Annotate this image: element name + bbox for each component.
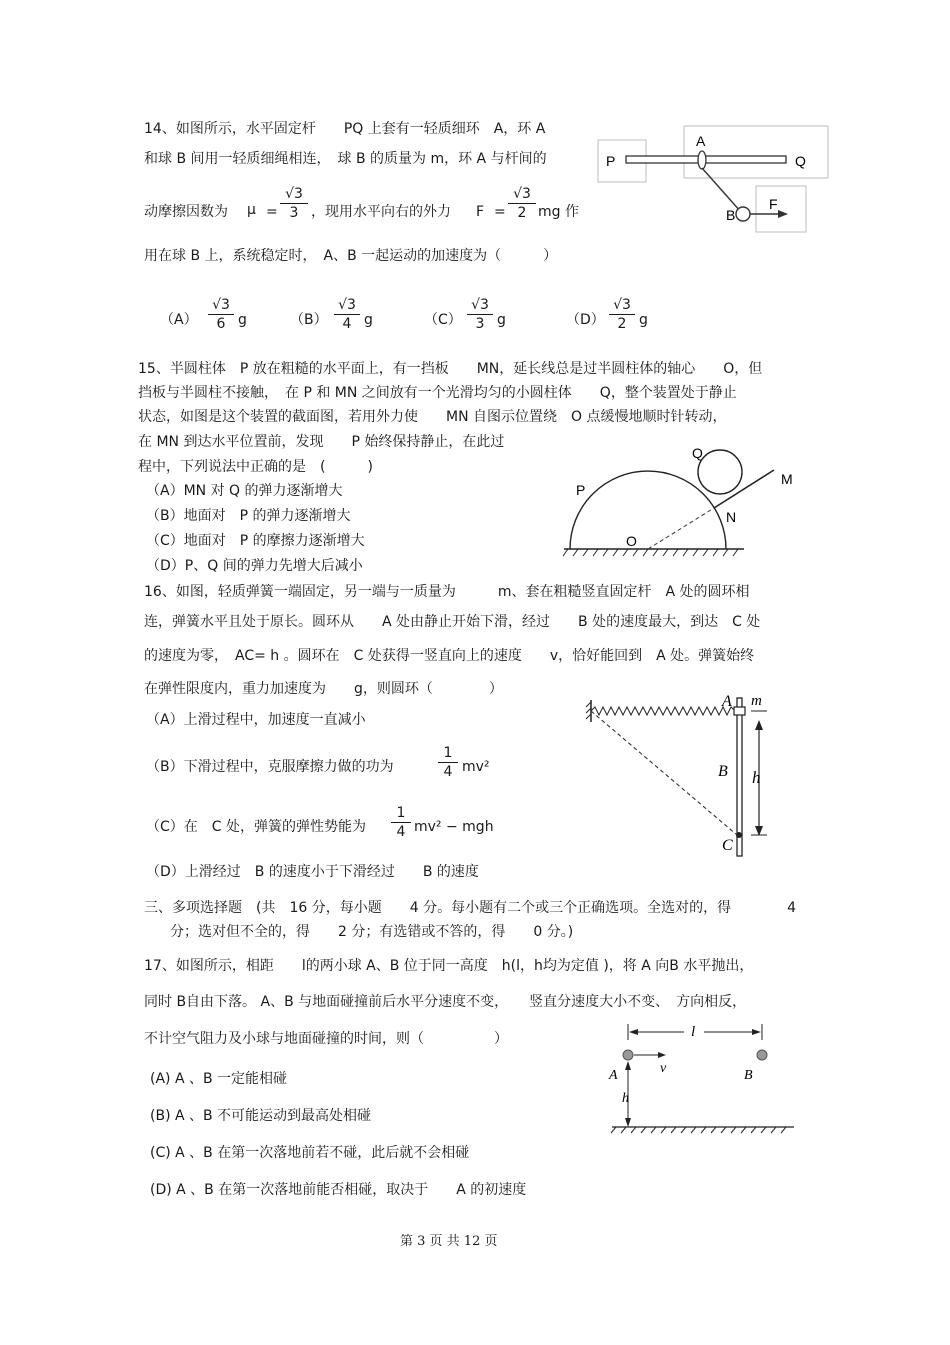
q15-line4: 在 MN 到达水平位置前，发现 P 始终保持静止，在此过 — [138, 434, 505, 450]
q16-option-b-fraction — [438, 744, 458, 781]
q14-ball-b — [736, 207, 750, 221]
q16-option-d: （D）上滑经过 B 的速度小于下滑经过 B 的速度 — [146, 864, 479, 880]
q14-fig-label-a: A — [696, 133, 706, 149]
q17-option-b: (B) A 、B 不可能运动到最高处相碰 — [150, 1108, 372, 1124]
q16-option-c-num: 1 — [391, 804, 411, 823]
q16-fig-label-c: C — [722, 837, 733, 854]
q16-option-c-text: （C）在 C 处，弹簧的弹性势能为 — [146, 819, 367, 835]
q15-fig-label-m: M — [781, 471, 793, 487]
q17-ball-a — [623, 1050, 633, 1060]
q14-mu-num: √3 — [280, 185, 308, 204]
q14-option-b-fraction — [334, 296, 360, 333]
q14-line3a: 动摩擦因数为 — [144, 204, 228, 220]
q15-fig-label-n: N — [726, 509, 737, 525]
q14-mu-fraction — [280, 185, 308, 222]
q16-fig-label-h: h — [752, 768, 761, 787]
q14-force-arrowhead — [778, 210, 788, 218]
q16-fig-label-a: A — [722, 693, 732, 710]
q17-line1: 17、如图所示，相距 l的两小球 A、B 位于同一高度 h(l，h均为定值 )，将 A 向B 水平抛出， — [144, 958, 754, 974]
q14-F-den: 2 — [517, 205, 527, 221]
q15-line3: 状态，如图是这个装置的截面图，若用外力使 MN 自图示位置绕 O 点缓慢地顺时针转动， — [138, 409, 727, 425]
q15-dashed-extension — [648, 508, 714, 549]
q16-fig-label-m: m — [751, 693, 762, 709]
q17-fig-label-b: B — [744, 1068, 753, 1083]
q15-fig-label-p: P — [576, 482, 586, 498]
q17-line3: 不计空气阻力及小球与地面碰撞的时间，则（ ） — [144, 1031, 508, 1047]
q17-option-c: (C) A 、B 在第一次落地前若不碰，此后就不会相碰 — [150, 1145, 470, 1161]
q17-distance-arrow-right — [752, 1029, 761, 1035]
section3-heading: 三、多项选择题 (共 16 分，每小题 4 分。每小题有二个或三个正确选项。全选对的，得 4 — [144, 900, 796, 916]
q14-option-b-num: √3 — [334, 296, 360, 315]
q14-option-a-unit: g — [238, 312, 247, 328]
q17-fig-label-v: v — [660, 1061, 667, 1076]
q14-line3b: ，现用水平向右的外力 — [311, 204, 451, 220]
q14-option-c-label: （C） — [424, 312, 462, 328]
q17-line2: 同时 B自由下落。 A、B 与地面碰撞前后水平分速度不变， 竖直分速度大小不变、 方向相反， — [144, 994, 747, 1010]
q14-mu-den: 3 — [289, 205, 299, 221]
q14-fig-label-b: B — [726, 207, 736, 223]
q14-equals-2: = — [494, 204, 506, 220]
q15-line5: 程中，下列说法中正确的是 ( ) — [138, 459, 373, 475]
q16-ring-a — [734, 707, 745, 715]
q15-figure — [560, 440, 810, 565]
q14-option-a-label: （A） — [160, 312, 198, 328]
q14-fig-label-q: Q — [795, 153, 806, 169]
q14-fig-label-p: P — [606, 153, 616, 169]
section3-scoring: 分；选对但不全的，得 2 分；有选错或不答的，得 0 分。) — [170, 924, 574, 940]
q15-fig-label-q: Q — [692, 445, 703, 461]
q17-height-arrow-top — [625, 1061, 631, 1070]
q14-F-symbol: F — [476, 204, 485, 220]
q14-F-num: √3 — [508, 185, 536, 204]
q16-spring — [591, 707, 735, 715]
q14-option-d-label: （D） — [566, 312, 605, 328]
q14-option-a-fraction — [208, 296, 234, 333]
q14-line4: 用在球 B 上，系统稳定时， A、B 一起运动的加速度为（ ） — [144, 248, 558, 264]
page-footer: 第 3 页 共 12 页 — [400, 1234, 498, 1249]
q15-fig-label-o: O — [626, 533, 637, 549]
q15-line2: 挡板与半圆柱不接触， 在 P 和 MN 之间放有一个光滑均匀的小圆柱体 Q，整个装置处于静止 — [138, 385, 737, 401]
q17-fig-label-a: A — [609, 1068, 618, 1083]
q16-option-b-text: （B）下滑过程中，克服摩擦力做的功为 — [146, 759, 394, 775]
q14-option-b-den: 4 — [342, 316, 352, 332]
q16-line2: 连，弹簧水平且处于原长。圆环从 A 处由静止开始下滑，经过 B 处的速度最大，到达 C 处 — [144, 614, 761, 630]
q17-ball-b — [757, 1050, 767, 1060]
q15-line1: 15、半圆柱体 P 放在粗糙的水平面上，有一挡板 MN，延长线总是过半圆柱体的轴心 O，但 — [138, 361, 763, 377]
q14-string — [702, 168, 741, 212]
q16-fig-label-b: B — [718, 763, 728, 780]
q15-ground-hatch — [563, 549, 738, 556]
q14-label-box-aq — [684, 126, 828, 178]
q16-option-c-fraction — [391, 804, 411, 841]
q14-ring-a — [698, 151, 706, 169]
q16-figure — [585, 690, 785, 860]
q17-figure — [600, 1020, 800, 1140]
q14-fig-label-f: F — [769, 196, 778, 212]
q16-option-b-tail: mv² — [462, 759, 490, 775]
q14-option-c-fraction — [467, 296, 493, 333]
q16-line4: 在弹性限度内，重力加速度为 g，则圆环（ ） — [144, 681, 503, 697]
q14-F-fraction — [508, 185, 536, 222]
q16-option-a: （A）上滑过程中，加速度一直减小 — [146, 712, 366, 728]
q14-option-d-fraction — [609, 296, 635, 333]
q16-point-c — [736, 832, 742, 838]
q16-dashed-line — [591, 711, 737, 835]
q16-line1: 16、如图，轻质弹簧一端固定，另一端与一质量为 m、套在粗糙竖直固定杆 A 处的圆环相 — [144, 584, 750, 600]
q17-velocity-arrowhead — [658, 1052, 666, 1058]
q14-option-d-num: √3 — [609, 296, 635, 315]
q16-option-b-den: 4 — [443, 764, 453, 780]
q16-option-b-num: 1 — [438, 744, 458, 763]
q14-option-b-unit: g — [364, 312, 373, 328]
q14-figure — [596, 124, 832, 236]
q15-small-cylinder-q — [698, 450, 742, 494]
q14-option-c-num: √3 — [467, 296, 493, 315]
q15-option-c: （C）地面对 P 的摩擦力逐渐增大 — [146, 533, 365, 549]
q14-mg-text: mg 作 — [538, 204, 579, 220]
q14-equals: = — [266, 204, 278, 220]
q15-option-a: （A）MN 对 Q 的弹力逐渐增大 — [146, 483, 343, 499]
q17-ground-hatch — [611, 1127, 786, 1133]
q16-height-arrow-top — [755, 720, 763, 730]
q15-option-b: （B）地面对 P 的弹力逐渐增大 — [146, 508, 351, 524]
q16-line3: 的速度为零， AC= h 。圆环在 C 处获得一竖直向上的速度 v，恰好能回到 A 处。弹簧始终 — [144, 648, 755, 664]
q14-option-c-unit: g — [497, 312, 506, 328]
q14-option-a-den: 6 — [216, 316, 226, 332]
q17-fig-label-h: h — [622, 1091, 629, 1106]
q14-option-b-label: （B） — [290, 312, 328, 328]
q14-option-d-unit: g — [639, 312, 648, 328]
q14-mu-symbol: μ — [247, 202, 256, 218]
q14-line2: 和球 B 间用一轻质细绳相连， 球 B 的质量为 m，环 A 与杆间的 — [144, 151, 547, 167]
q17-fig-label-l: l — [691, 1024, 696, 1040]
q17-option-a: (A) A 、B 一定能相碰 — [150, 1071, 288, 1087]
q14-option-a-num: √3 — [208, 296, 234, 315]
q16-option-c-tail: mv² − mgh — [414, 819, 494, 835]
q14-option-d-den: 2 — [617, 316, 627, 332]
q17-height-arrow-bottom — [625, 1118, 631, 1127]
q14-line1: 14、如图所示，水平固定杆 PQ 上套有一轻质细环 A，环 A — [144, 121, 546, 137]
q14-label-box-f — [756, 186, 806, 232]
q16-option-c-den: 4 — [396, 824, 406, 840]
q15-option-d: （D）P、Q 间的弹力先增大后减小 — [146, 558, 363, 574]
q17-option-d: (D) A 、B 在第一次落地前能否相碰，取决于 A 的初速度 — [150, 1182, 527, 1198]
q17-distance-arrow-left — [629, 1029, 638, 1035]
q14-option-c-den: 3 — [475, 316, 485, 332]
